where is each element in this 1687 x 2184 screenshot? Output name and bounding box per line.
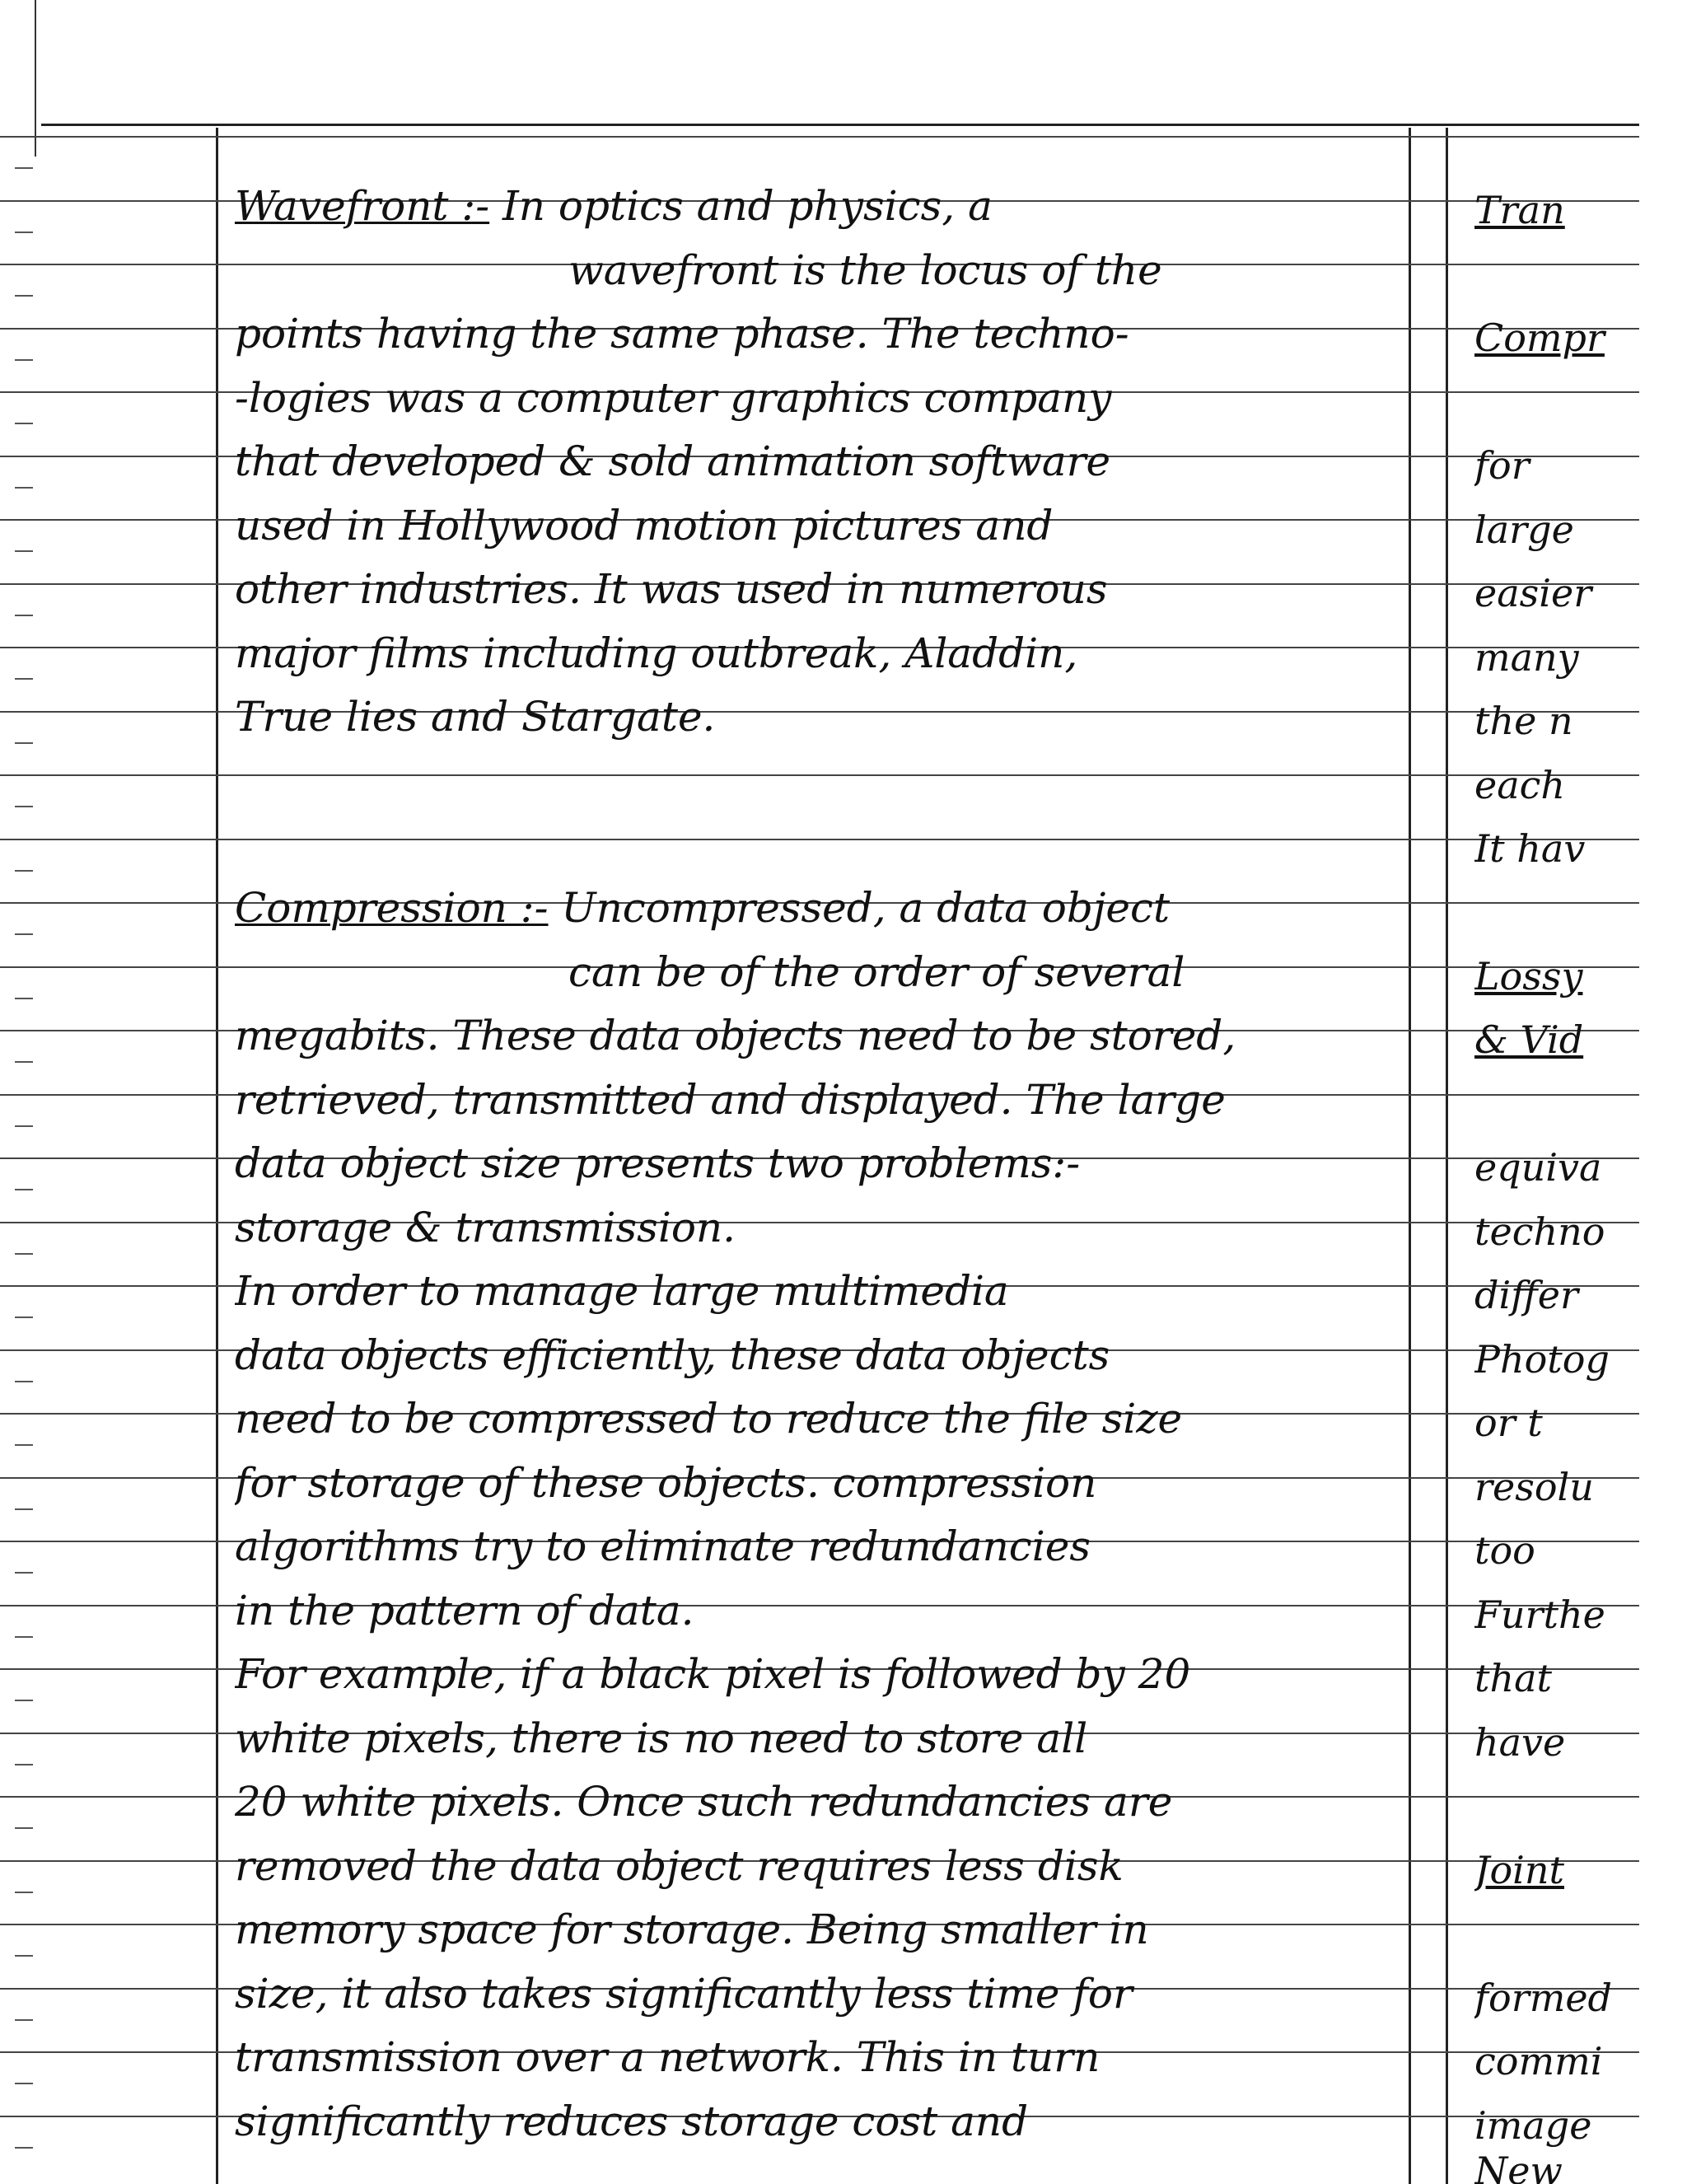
- margin-tick: [15, 1253, 33, 1255]
- margin-tick: [15, 806, 33, 807]
- margin-word: many: [1474, 635, 1579, 680]
- margin-tick: [15, 295, 33, 297]
- compression-heading: Compression :-: [235, 884, 549, 932]
- margin-word: & Vid: [1474, 1017, 1584, 1062]
- right-margin-line: [1409, 128, 1411, 2184]
- text-line: in the pattern of data.: [235, 1587, 694, 1634]
- margin-word: that: [1474, 1656, 1553, 1700]
- text-line: storage & transmission.: [235, 1204, 736, 1251]
- margin-tick: [15, 423, 33, 424]
- margin-tick: [15, 359, 33, 361]
- margin-tick: [15, 2019, 33, 2021]
- text-line: other industries. It was used in numerous: [235, 565, 1108, 613]
- margin-word: Joint: [1474, 1848, 1564, 1892]
- margin-word: It hav: [1474, 826, 1586, 871]
- margin-word: Lossy: [1474, 954, 1583, 998]
- margin-tick: [15, 998, 33, 999]
- top-margin-line: [41, 124, 1639, 126]
- margin-word: have: [1474, 1720, 1566, 1765]
- margin-tick: [15, 1572, 33, 1574]
- text-line: For example, if a black pixel is followed by 20: [235, 1650, 1191, 1698]
- margin-tick: [15, 933, 33, 935]
- text-line: algorithms try to eliminate redundancies: [235, 1522, 1091, 1570]
- margin-tick: [15, 487, 33, 489]
- margin-tick: [15, 231, 33, 233]
- margin-word: Furthe: [1474, 1592, 1605, 1637]
- margin-word: Compr: [1474, 316, 1605, 360]
- text-line: memory space for storage. Being smaller in: [235, 1906, 1149, 1953]
- left-margin-line: [216, 128, 218, 2184]
- margin-tick: [15, 1636, 33, 1638]
- margin-tick: [15, 870, 33, 872]
- text-line: major films including outbreak, Aladdin,: [235, 629, 1078, 677]
- margin-word: large: [1474, 507, 1574, 552]
- margin-tick: [15, 1316, 33, 1318]
- next-column-line: [1446, 128, 1448, 2184]
- margin-word: Tran: [1474, 188, 1565, 232]
- margin-word: formed: [1474, 1976, 1612, 2020]
- margin-tick: [15, 550, 33, 552]
- ruled-line: [0, 839, 1639, 840]
- margin-word: or t: [1474, 1401, 1543, 1445]
- margin-tick: [15, 2147, 33, 2149]
- margin-word: equiva: [1474, 1145, 1602, 1190]
- binding-edge: [35, 0, 36, 157]
- text-line: 20 white pixels. Once such redundancies are: [235, 1778, 1173, 1826]
- text-line: can be of the order of several: [568, 948, 1185, 996]
- margin-word: resolu: [1474, 1465, 1594, 1509]
- text-line: data objects efficiently, these data objects: [235, 1331, 1110, 1379]
- margin-word: image: [1474, 2103, 1592, 2148]
- margin-tick: [15, 1508, 33, 1510]
- text-line: used in Hollywood motion pictures and: [235, 502, 1054, 550]
- text-line: size, it also takes significantly less time for: [235, 1970, 1133, 2018]
- margin-tick: [15, 1381, 33, 1382]
- text-line: In order to manage large multimedia: [235, 1267, 1009, 1315]
- text-line: that developed & sold animation software: [235, 437, 1111, 485]
- margin-tick: [15, 678, 33, 680]
- margin-word: commi: [1474, 2039, 1603, 2083]
- margin-tick: [15, 167, 33, 169]
- text-line: Wavefront :- In optics and physics, a: [235, 182, 993, 230]
- text-line: need to be compressed to reduce the file size: [235, 1395, 1183, 1443]
- text-line: for storage of these objects. compression: [235, 1459, 1097, 1507]
- text-line: -logies was a computer graphics company: [235, 374, 1112, 422]
- text-line: retrieved, transmitted and displayed. The large: [235, 1076, 1226, 1124]
- margin-tick: [15, 1189, 33, 1190]
- margin-word: techno: [1474, 1209, 1605, 1254]
- wavefront-heading: Wavefront :-: [235, 182, 490, 230]
- margin-tick: [15, 1125, 33, 1127]
- text-line: Compression :- Uncompressed, a data object: [235, 884, 1171, 932]
- margin-tick: [15, 1892, 33, 1893]
- text-line: wavefront is the locus of the: [568, 246, 1162, 294]
- text-line: points having the same phase. The techno-: [235, 310, 1129, 358]
- margin-word: differ: [1474, 1273, 1578, 1317]
- margin-word: Photog: [1474, 1337, 1610, 1382]
- margin-word: for: [1474, 443, 1530, 488]
- text-line: removed the data object requires less disk: [235, 1842, 1124, 1890]
- ruled-line: [0, 136, 1639, 138]
- margin-tick: [15, 1444, 33, 1446]
- margin-word: each: [1474, 763, 1566, 807]
- text-line: significantly reduces storage cost and: [235, 2097, 1029, 2145]
- margin-word: New: [1474, 2149, 1563, 2184]
- text-line: True lies and Stargate.: [235, 693, 716, 741]
- text-line: megabits. These data objects need to be stored,: [235, 1012, 1236, 1059]
- margin-tick: [15, 1764, 33, 1765]
- margin-word: easier: [1474, 571, 1592, 615]
- margin-word: the n: [1474, 699, 1573, 743]
- margin-word: too: [1474, 1528, 1535, 1573]
- margin-tick: [15, 615, 33, 616]
- margin-tick: [15, 742, 33, 744]
- text-line: white pixels, there is no need to store all: [235, 1714, 1088, 1762]
- margin-tick: [15, 1061, 33, 1063]
- margin-tick: [15, 1955, 33, 1957]
- margin-tick: [15, 1827, 33, 1829]
- margin-tick: [15, 2083, 33, 2084]
- text-line: data object size presents two problems:-: [235, 1139, 1081, 1187]
- margin-tick: [15, 1700, 33, 1701]
- ruled-line: [0, 774, 1639, 776]
- text-line: transmission over a network. This in turn: [235, 2033, 1101, 2081]
